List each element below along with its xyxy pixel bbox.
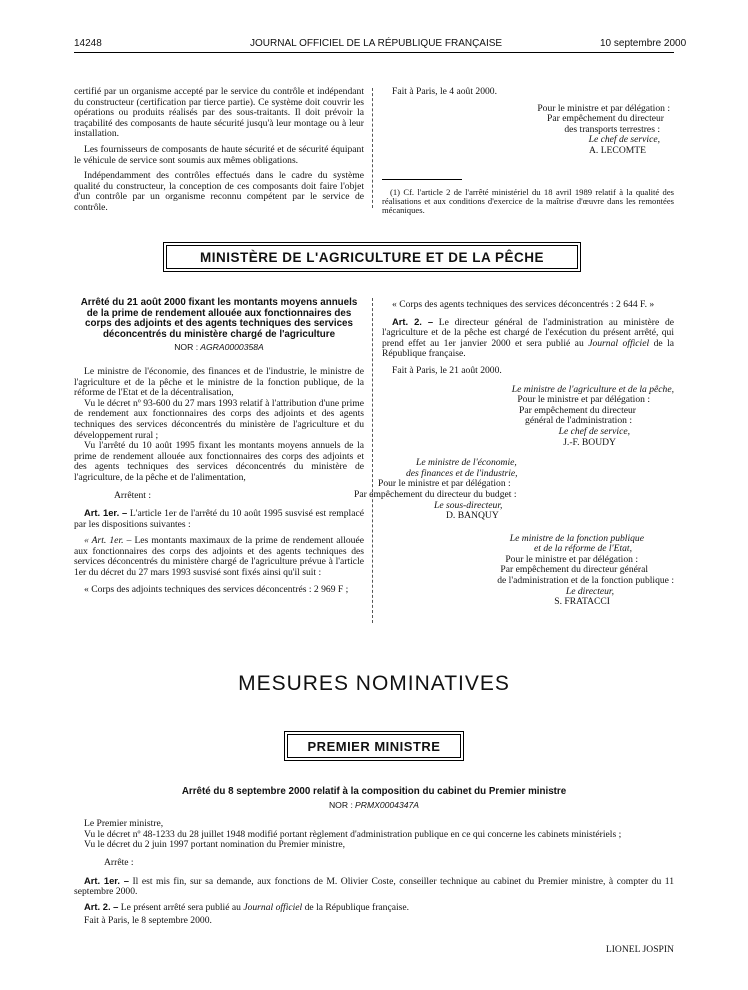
arrete-label: Arrête : xyxy=(104,856,134,868)
arrete-1-left-column xyxy=(74,298,364,595)
quote-text: Les montants maximaux de la prime de rendement allouée aux fonctionnaires des corps des adjoints et des agents techniques des services déconcentrés du ministère chargé de l'agriculture prévue à l'article 1er du décret du 27 mars 1993 susvisé sont fixés ainsi qu'il suit : xyxy=(74,535,364,579)
paragraph: Indépendamment des contrôles effectués dans le cadre du système qualité du constructeur, la conception de ces composants doit faire l'objet d'un contrôle par un organisme reconnu compétent par le service de contrôle. xyxy=(74,170,364,213)
article-1 xyxy=(74,876,674,898)
signature-name: J.-F. BOUDY xyxy=(563,436,616,448)
place-date: Fait à Paris, le 8 septembre 2000. xyxy=(84,915,212,927)
signature-line: Le chef de service, xyxy=(588,134,660,146)
arrete-title: Arrêté du 8 septembre 2000 relatif à la composition du cabinet du Premier ministre xyxy=(181,786,567,797)
nor-label: NOR : xyxy=(328,799,353,810)
place-date: Fait à Paris, le 4 août 2000. xyxy=(392,86,497,97)
signature-line: Par empêchement du directeur xyxy=(519,404,636,416)
article-1 xyxy=(74,508,364,530)
nor-reference xyxy=(74,800,674,811)
paragraph: Le ministre de l'économie, des finances et de l'industrie, le ministre de l'agriculture et de la pêche et le ministre de la fonction publique, de la réforme de l'Etat et de la décentralisation, xyxy=(74,365,364,399)
signature-line: Le ministre de l'agriculture et de la pêche, xyxy=(511,383,674,395)
signature-name: D. BANQUY xyxy=(446,510,499,522)
column-divider xyxy=(372,88,373,208)
nor-reference xyxy=(74,342,364,353)
article-text: Le directeur général de l'administration au ministère de l'agriculture et de la pêche est chargé de l'exécution du présent arrêté, qui prend effet au 1er janvier 2000 et sera publié au xyxy=(382,316,674,349)
article-text: de la République française. xyxy=(382,337,675,360)
signature-block-3 xyxy=(382,534,674,608)
article-text: de la République française. xyxy=(304,901,410,913)
arrete-2 xyxy=(74,787,674,927)
paragraph: Les fournisseurs de composants de haute sécurité et de sécurité équipant le véhicule de service sont soumis aux mêmes obligations. xyxy=(74,143,364,166)
premier-ministre-box xyxy=(284,731,464,761)
section-title: MESURES NOMINATIVES xyxy=(238,672,510,695)
signature-line: des finances et de l'industrie, xyxy=(406,467,518,479)
signature-name: LIONEL JOSPIN xyxy=(605,944,674,955)
article-1-quote xyxy=(74,536,364,578)
amount-adjoints: « Corps des adjoints techniques des services déconcentrés : 2 969 F ; xyxy=(84,583,349,595)
nor-label: NOR : xyxy=(174,342,199,353)
signature-line: Le sous-directeur, xyxy=(434,499,503,511)
signature-line: Le chef de service, xyxy=(558,425,630,437)
signature-line: Par empêchement du directeur général xyxy=(500,564,648,576)
footnote-rule xyxy=(382,179,462,180)
journal-name: Journal officiel xyxy=(588,337,650,349)
paragraph: Le Premier ministre, xyxy=(84,818,164,830)
signature-name: S. FRATACCI xyxy=(554,596,610,608)
signature-line: Pour le ministre et par délégation : xyxy=(537,102,670,114)
journal-name: Journal officiel xyxy=(243,901,303,913)
article-text: Il est mis fin, sur sa demande, aux fonctions de M. Olivier Coste, conseiller technique au cabinet du Premier ministre, à compter du 11 septembre 2000. xyxy=(74,875,674,898)
article-2 xyxy=(382,317,674,360)
article-label: Art. 1er. – xyxy=(84,874,129,886)
footnote: (1) Cf. l'article 2 de l'arrêté ministériel du 18 avril 1989 relatif à la qualité des réalisations et aux conditions d'exercice de la maîtrise d'œuvre dans les remontées mécaniques. xyxy=(382,186,674,216)
signature-line: Par empêchement du directeur du budget : xyxy=(354,488,517,500)
arrete-1-right-column xyxy=(354,299,675,608)
article-2 xyxy=(74,902,674,914)
place-date: Fait à Paris, le 21 août 2000. xyxy=(392,364,502,376)
signature-line: de l'administration et de la fonction publique : xyxy=(497,575,674,587)
article-label: Art. 1er. – xyxy=(84,507,128,519)
header-rule xyxy=(74,52,674,53)
amount-agents: « Corps des agents techniques des services déconcentrés : 2 644 F. » xyxy=(392,299,655,310)
paragraph: Vu le décret nº 93-600 du 27 mars 1993 relatif à l'attribution d'une prime de rendement aux fonctionnaires des corps des adjoints et des agents techniques des services déconcentrés du ministère de l'agriculture et du développement rural ; xyxy=(74,397,364,441)
top-right-column xyxy=(382,87,674,216)
signature-line: Par empêchement du directeur xyxy=(547,113,664,125)
journal-title: JOURNAL OFFICIEL DE LA RÉPUBLIQUE FRANÇAISE xyxy=(250,38,503,49)
ministry-heading-box xyxy=(163,242,581,272)
signature-name: A. LECOMTE xyxy=(588,144,646,156)
paragraph: Vu le décret du 2 juin 1997 portant nomination du Premier ministre, xyxy=(84,839,346,851)
paragraph: Vu le décret nº 48-1233 du 28 juillet 1948 modifié portant règlement d'administration publique en ce qui concerne les cabinets ministériels ; xyxy=(84,828,622,840)
signature-line: Pour le ministre et par délégation : xyxy=(517,394,650,406)
paragraph: certifié par un organisme accepté par le service du contrôle et indépendant du constructeur (certification par tierce partie). Ce système doit couvrir les opérations ou produits réalisés par des sous-traitants. Il doit prévoir la traçabilité des composants de haute sécurité jusqu'à leur montage ou à leur installation. xyxy=(74,86,364,140)
page-number: 14248 xyxy=(74,38,102,49)
premier-ministre-heading: PREMIER MINISTRE xyxy=(287,734,461,758)
signature-line: des transports terrestres : xyxy=(564,123,660,135)
signature-block-1 xyxy=(382,385,674,449)
signature-line: et de la réforme de l'Etat, xyxy=(534,543,632,555)
article-label: Art. 2. – xyxy=(392,315,434,327)
signature-line: Le ministre de la fonction publique xyxy=(509,532,644,544)
article-text: Le présent arrêté sera publié au xyxy=(120,901,241,913)
signature-line: Le ministre de l'économie, xyxy=(416,457,517,469)
article-label: Art. 2. – xyxy=(84,900,119,912)
signature-line: Pour le ministre et par délégation : xyxy=(378,478,511,490)
top-left-column xyxy=(74,87,364,214)
article-text: L'article 1er de l'arrêté du 10 août 1995 susvisé est remplacé par les dispositions suivantes : xyxy=(74,508,364,530)
signature-line: général de l'administration : xyxy=(525,415,632,427)
nor-value: PRMX0004347A xyxy=(355,799,420,810)
paragraph: Vu l'arrêté du 10 août 1995 fixant les montants moyens annuels de la prime de rendement allouée aux fonctionnaires des corps des adjoints et des agents techniques des services déconcentrés du ministère de l'agriculture, de la pêche et de l'alimentation, xyxy=(74,440,364,483)
signature-line: Pour le ministre et par délégation : xyxy=(505,553,638,565)
ministry-heading: MINISTÈRE DE L'AGRICULTURE ET DE LA PÊCHE xyxy=(166,245,578,269)
signature-block-2 xyxy=(354,458,544,522)
nor-value: AGRA0000358A xyxy=(200,342,264,353)
arrete-title: Arrêté du 21 août 2000 fixant les montants moyens annuels de la prime de rendement allouée aux fonctionnaires des corps des adjoints et des agents techniques des services déconcentrés du ministère chargé de l'agriculture xyxy=(80,297,358,340)
issue-date: 10 septembre 2000 xyxy=(600,38,687,49)
arretent-label: Arrêtent : xyxy=(114,489,152,501)
signature-line: Le directeur, xyxy=(565,585,614,597)
quote-label: « Art. 1er. – xyxy=(84,535,132,547)
